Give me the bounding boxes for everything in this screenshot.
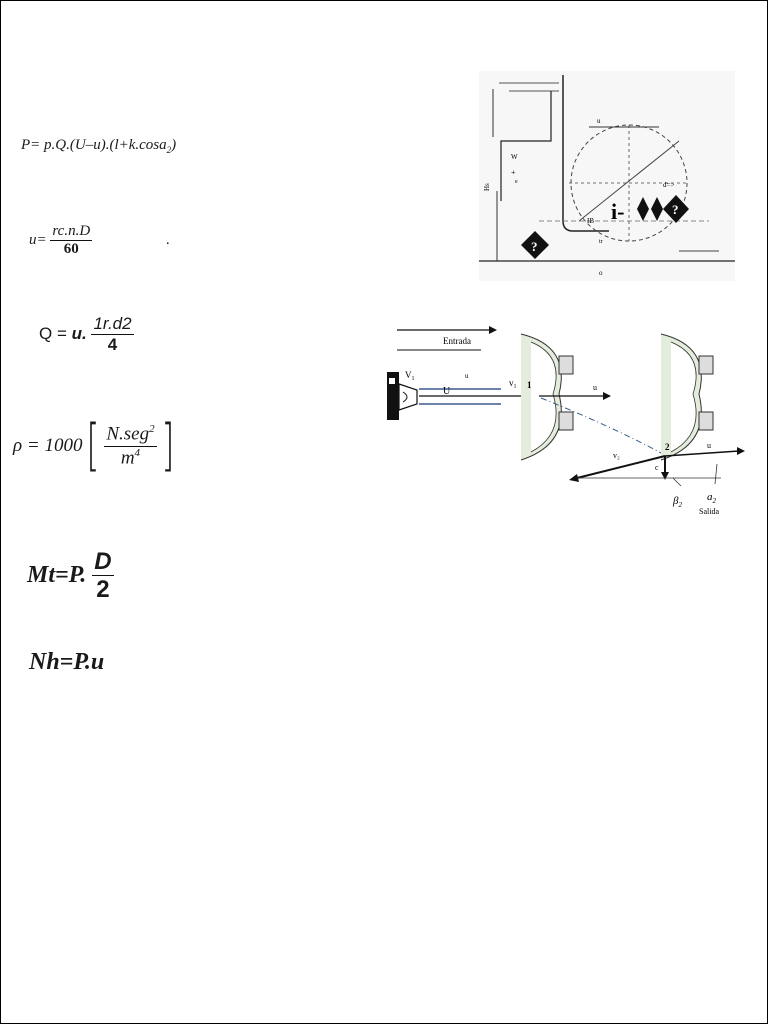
torque-numerator: D (94, 548, 112, 575)
flow-equation (39, 315, 134, 354)
speed-mark: . (165, 231, 170, 248)
c-arrowhead (661, 472, 669, 480)
power-tail: ) (171, 137, 177, 153)
density-lhs: ρ = 1000 (13, 435, 83, 456)
hydraulic-power-text: Nh=P.u (29, 649, 105, 675)
density-den-base: m (120, 446, 135, 468)
salida-label: Salida (699, 507, 719, 516)
u-small-label: u (465, 372, 469, 380)
hydraulic-power-equation (29, 649, 104, 676)
u-right-arrowhead (603, 392, 611, 400)
flow-lhs: Q = (39, 324, 67, 344)
u-label: u (597, 117, 601, 125)
U-label: U (443, 386, 451, 397)
torque-fraction (92, 549, 113, 604)
power-rhs: p.Q.(U–u).(l+k.cosa (44, 137, 167, 153)
u-right-label: u (593, 383, 597, 392)
garbled-label: i- (611, 199, 625, 224)
power-lhs: P= (21, 137, 41, 153)
bucket-left-icon (521, 334, 573, 460)
speed-denominator: 60 (63, 240, 79, 257)
density-equation (13, 413, 178, 478)
speed-numerator: rc.n.D (52, 223, 91, 239)
e-label: e (515, 179, 518, 185)
turbine-installation-figure (479, 71, 735, 281)
beta2-label: $\beta_2$ (673, 495, 682, 509)
height-label: Hs (483, 183, 491, 191)
point1-label: 1 (527, 380, 532, 390)
turbine-figure-background (479, 71, 735, 281)
alpha-leader (715, 464, 717, 484)
svg-text:?: ? (672, 202, 679, 217)
speed-equation (29, 223, 170, 258)
svg-text:?: ? (531, 239, 538, 254)
speed-fraction (50, 223, 92, 258)
ib-label: IB (587, 217, 594, 225)
torque-equation (27, 549, 114, 604)
plus-label: + (511, 168, 516, 177)
density-expression (13, 413, 178, 478)
density-fraction (104, 423, 156, 468)
w2-vector (577, 456, 665, 478)
density-num-exp: 2 (149, 423, 155, 436)
torque-denominator: 2 (96, 576, 110, 604)
flow-numerator: 1r.d2 (93, 314, 132, 333)
density-den-exp: 4 (134, 446, 141, 459)
flow-denominator: 4 (107, 334, 118, 354)
u-bottom-arrowhead (737, 447, 745, 455)
bucket-velocity-figure (381, 306, 753, 521)
lower-label: tr (599, 239, 603, 245)
power-equation (21, 137, 176, 155)
v1-mid-label: v₁ (509, 378, 517, 388)
density-num-base: N.seg (106, 423, 150, 445)
right-bracket: ] (160, 413, 175, 478)
alpha2-label: $a_2$ (707, 491, 716, 505)
left-bracket: [ (86, 413, 100, 478)
beta-leader (673, 478, 681, 486)
c-label: c (655, 463, 659, 472)
flow-fraction (91, 315, 133, 354)
entrada-arrowhead (489, 326, 497, 334)
d-label: d=> (663, 181, 675, 189)
density-denominator (121, 447, 140, 469)
bottom-label: o (599, 269, 603, 277)
v1-left-label: $V_1$ (405, 370, 415, 382)
entrada-label: Entrada (443, 336, 471, 346)
speed-lhs: u= (29, 231, 47, 248)
w-label: W (511, 153, 518, 161)
u-bottom-label: u (707, 441, 711, 450)
torque-lhs: Mt=P. (27, 562, 87, 588)
density-numerator (104, 423, 156, 446)
w2-label: v₂ (613, 451, 620, 460)
point2-label: 2 (665, 442, 670, 452)
power-subscript: 2 (166, 145, 172, 155)
flow-velocity: u. (71, 324, 87, 344)
